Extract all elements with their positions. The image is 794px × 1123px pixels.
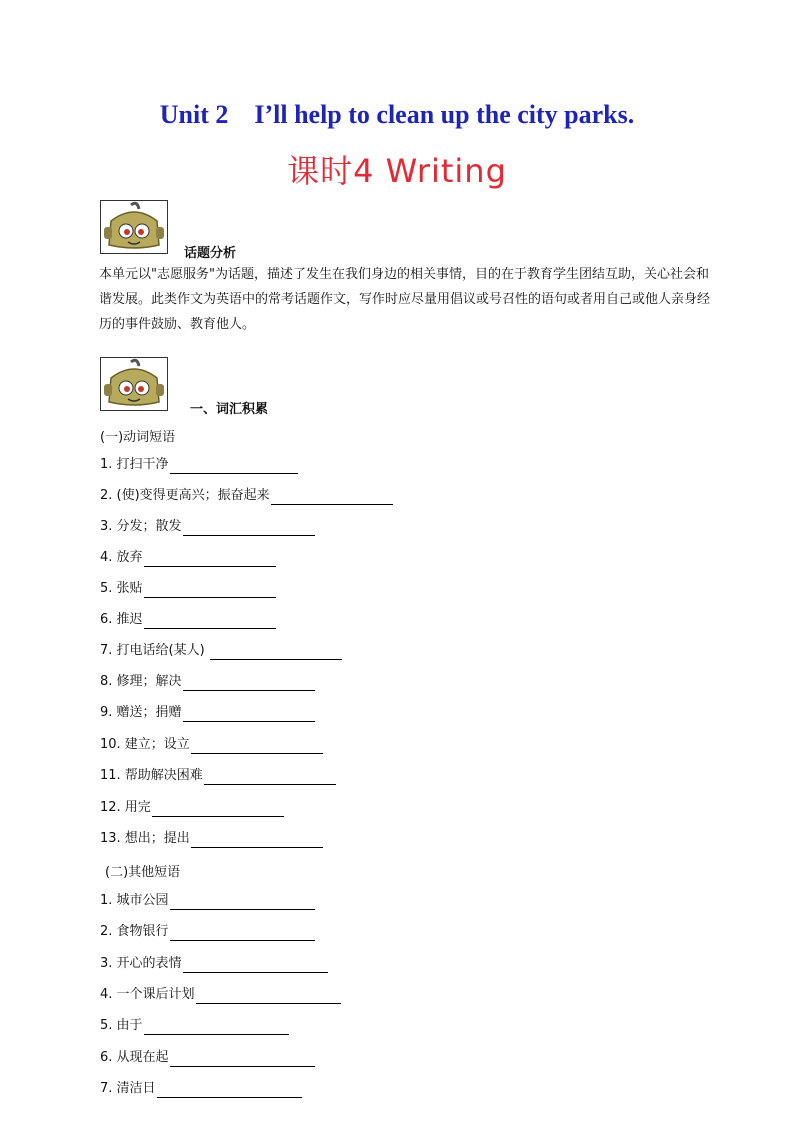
answer-blank[interactable] xyxy=(170,926,315,941)
list-item: 1. 打扫干净 xyxy=(100,456,298,474)
answer-blank[interactable] xyxy=(157,1083,302,1098)
answer-blank[interactable] xyxy=(183,958,328,973)
list-item: 5. 由于 xyxy=(100,1017,289,1035)
page-title: Unit 2 I’ll help to clean up the city parks. xyxy=(159,100,635,129)
answer-blank[interactable] xyxy=(144,614,276,629)
list-item: 2. 食物银行 xyxy=(100,923,315,941)
list-item: 3. 开心的表情 xyxy=(100,955,328,973)
list-item: 4. 一个课后计划 xyxy=(100,986,341,1004)
answer-blank[interactable] xyxy=(144,1020,289,1035)
list-item: 6. 从现在起 xyxy=(100,1049,315,1067)
list-item: 4. 放弃 xyxy=(100,549,276,567)
list-item: 2. (使)变得更高兴；振奋起来 xyxy=(100,487,393,505)
answer-blank[interactable] xyxy=(191,739,323,754)
list-item: 7. 清洁日 xyxy=(100,1080,302,1098)
answer-blank[interactable] xyxy=(144,583,276,598)
answer-blank[interactable] xyxy=(144,552,276,567)
answer-blank[interactable] xyxy=(170,895,315,910)
answer-blank[interactable] xyxy=(183,521,315,536)
verb-phrases-heading: (一)动词短语 xyxy=(100,430,176,445)
answer-blank[interactable] xyxy=(170,1052,315,1067)
answer-blank[interactable] xyxy=(152,802,284,817)
mascot-icon xyxy=(100,357,168,411)
list-item: 13. 想出；提出 xyxy=(100,830,323,848)
topic-paragraph: 本单元以"志愿服务"为话题，描述了发生在我们身边的相关事情，目的在于教育学生团结互助，关心社会和谐发展。此类作文为英语中的常考话题作文，写作时应尽量用倡议或号召性的语句或者用自己或他人亲身经历的事件鼓励、教育他人。 xyxy=(99,267,711,332)
list-item: 7. 打电话给(某人) xyxy=(100,642,342,660)
answer-blank[interactable] xyxy=(183,676,315,691)
list-item: 8. 修理；解决 xyxy=(100,673,315,691)
vocab-heading: 一、词汇积累 xyxy=(190,402,269,417)
answer-blank[interactable] xyxy=(210,645,342,660)
lesson-subtitle: 课时4 Writing xyxy=(287,152,507,190)
list-item: 1. 城市公园 xyxy=(100,892,315,910)
list-item: 10. 建立；设立 xyxy=(100,736,323,754)
answer-blank[interactable] xyxy=(204,770,336,785)
list-item: 9. 赠送；捐赠 xyxy=(100,704,315,722)
answer-blank[interactable] xyxy=(191,833,323,848)
list-item: 6. 推迟 xyxy=(100,611,276,629)
answer-blank[interactable] xyxy=(170,459,298,474)
list-item: 11. 帮助解决困难 xyxy=(100,767,336,785)
list-item: 5. 张贴 xyxy=(100,580,276,598)
answer-blank[interactable] xyxy=(183,707,315,722)
list-item: 3. 分发；散发 xyxy=(100,518,315,536)
answer-blank[interactable] xyxy=(196,989,341,1004)
mascot-icon xyxy=(100,200,168,254)
topic-heading: 话题分析 xyxy=(184,246,237,261)
other-phrases-heading: (二)其他短语 xyxy=(105,865,181,880)
answer-blank[interactable] xyxy=(271,490,393,505)
list-item: 12. 用完 xyxy=(100,799,284,817)
